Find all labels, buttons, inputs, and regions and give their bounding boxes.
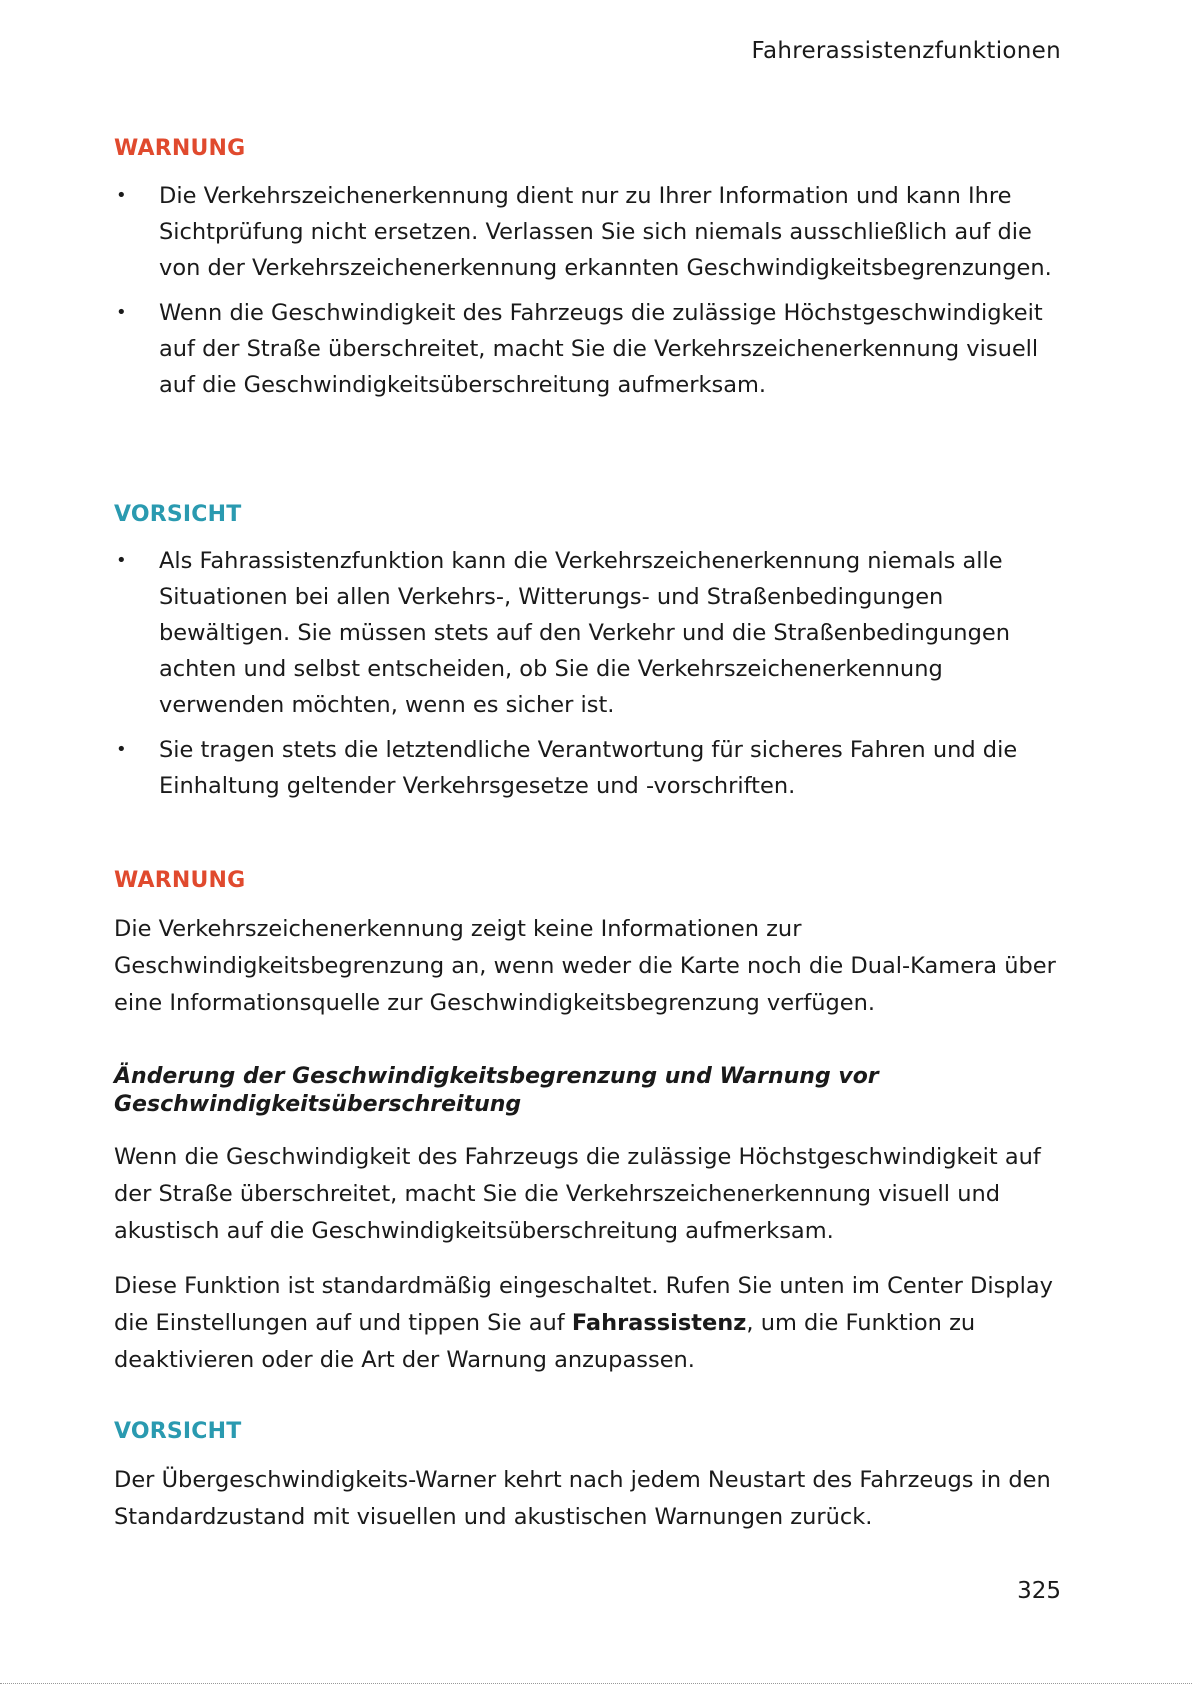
list-item: • Wenn die Geschwindigkeit des Fahrzeugs die zulässige Höchstgeschwindigkeit auf der Straße überschreitet, macht Sie die Verkehrszeichenerkennung visuell auf die Geschwindigkeitsüberschreitung aufmerksam.: [114, 295, 1074, 403]
bullet-icon: •: [116, 550, 127, 571]
caution-label: VORSICHT: [114, 502, 242, 527]
bullet-icon: •: [116, 185, 127, 206]
list-item: • Die Verkehrszeichenerkennung dient nur zu Ihrer Information und kann Ihre Sichtprüfung nicht ersetzen. Verlassen Sie sich niemals ausschließlich auf die von der Verkehrszeichenerkennung erkannten Geschwindigkeitsbegrenzungen.: [114, 178, 1074, 286]
caution-bullet-list: [114, 543, 1074, 813]
menu-path-highlight: Fahrassistenz: [571, 1310, 747, 1336]
warning-label: WARNUNG: [114, 868, 246, 893]
body-paragraph: Wenn die Geschwindigkeit des Fahrzeugs die zulässige Höchstgeschwindigkeit auf der Straße überschreitet, macht Sie die Verkehrszeichenerkennung visuell und akustisch auf die Geschwindigkeitsüberschreitung aufmerksam.: [114, 1144, 1041, 1244]
caution-text: Der Übergeschwindigkeits-Warner kehrt nach jedem Neustart des Fahrzeugs in den Standardzustand mit visuellen und akustischen Warnungen zurück.: [114, 1467, 1051, 1530]
list-item: • Als Fahrassistenzfunktion kann die Verkehrszeichenerkennung niemals alle Situationen bei allen Verkehrs-, Witterungs- und Straßenbedingungen bewältigen. Sie müssen stets auf den Verkehr und die Straßenbedingungen achten und selbst entscheiden, ob Sie die Verkehrszeichenerkennung verwenden möchten, wenn es sicher ist.: [114, 543, 1074, 723]
warning-text: Die Verkehrszeichenerkennung zeigt keine Informationen zur Geschwindigkeitsbegrenzung an, wenn weder die Karte noch die Dual-Kamera über eine Informationsquelle zur Geschwindigkeitsbegrenzung verfügen.: [114, 916, 1056, 1016]
body-paragraph: Diese Funktion ist standardmäßig eingeschaltet. Rufen Sie unten im Center Display die Einstellungen auf und tippen Sie auf Fahrassistenz, um die Funktion zu deaktivieren oder die Art der Warnung anzupassen.: [114, 1273, 1053, 1373]
bullet-icon: •: [116, 739, 127, 760]
warning-bullet-list: [114, 178, 1074, 412]
caution-label: VORSICHT: [114, 1419, 242, 1444]
list-item: • Sie tragen stets die letztendliche Verantwortung für sicheres Fahren und die Einhaltung geltender Verkehrsgesetze und -vorschriften.: [114, 732, 1074, 804]
page-number: 325: [1017, 1578, 1061, 1604]
bullet-icon: •: [116, 302, 127, 323]
warning-label: WARNUNG: [114, 136, 246, 161]
page-edge-divider: [0, 1683, 1192, 1684]
running-header: Fahrerassistenzfunktionen: [751, 38, 1061, 64]
section-heading: Änderung der Geschwindigkeitsbegrenzung und Warnung vor Geschwindigkeitsüberschreitung: [114, 1064, 879, 1117]
